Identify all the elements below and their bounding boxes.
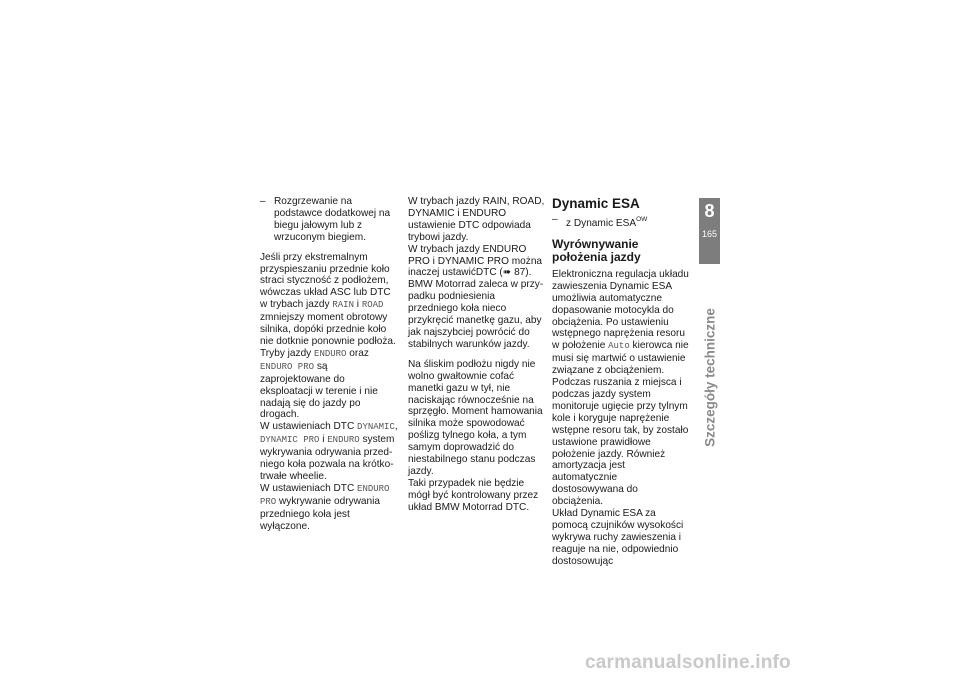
bullet-dash: –	[260, 196, 266, 207]
mode-label: ENDURO	[327, 435, 360, 446]
text-run: zmniejszy moment obrotowy silnika, dopóki przednie koło nie dotknie ponownie podłoża.	[260, 312, 396, 347]
paragraph	[260, 252, 400, 348]
mode-label: RAIN	[332, 300, 354, 311]
paragraph	[260, 348, 400, 421]
text-run: W ustawieniach DTC	[260, 421, 358, 433]
mode-label: Auto	[608, 341, 630, 352]
mode-label: ENDURO	[314, 348, 347, 359]
watermark: carmanualsonline.info	[585, 652, 791, 673]
paragraph: W trybach jazdy RAIN, ROAD, DYNAMIC i ENDURO ustawienie DTC odpowiada trybowi jazdy.	[408, 196, 545, 243]
chapter-number: 8	[704, 201, 715, 221]
option-code: OW	[636, 216, 648, 223]
column-3	[552, 196, 690, 568]
text-run: W ustawieniach DTC	[260, 482, 358, 494]
paragraph: BMW Motorrad zaleca w przypadku podniesienia przedniego koła nieco przykręcić manetkę gazu, aby jak najszybciej powrócić do stabilnych warunków jazdy.	[408, 279, 544, 350]
page-reference-arrow-icon: ➠	[502, 267, 512, 279]
text-run: kierowca nie musi się martwić o ustawienie związane z obciążeniem.	[552, 340, 689, 377]
chapter-badge	[699, 198, 720, 264]
text-run: 87).	[511, 267, 532, 279]
text-run: Tryby jazdy	[260, 347, 315, 359]
mode-label: ROAD	[361, 300, 384, 311]
paragraph: Taki przypadek nie będzie mógł być kontrolowany przez układ BMW Motorrad DTC.	[408, 477, 539, 513]
column-2	[408, 196, 546, 514]
mode-label: DYNAMIC	[357, 422, 395, 433]
text-run: Elektroniczna regulacja układu zawieszenia Dynamic ESA umożliwia automatyczne dopasowanie motocykla do obciążenia. Po ustawieniu wstępnego naprężenia resoru w położenie	[552, 268, 689, 352]
text-run: oraz	[346, 347, 369, 359]
column-1	[260, 196, 400, 532]
paragraph: Na śliskim podłożu nigdy nie wolno gwałtownie cofać manetki gazu w tył, nie naciskając równocześnie na sprzęgło. Moment hamowania silnika może spowodować poślizg tylnego koła, a tym samym doprowadzić do niestabilnego stanu podczas jazdy.	[408, 358, 543, 477]
side-label-text: Szczegóły techniczne	[702, 308, 718, 447]
text-run: W trybach jazdy ENDURO PRO i DYNAMIC PRO można inaczej ustawićDTC (	[408, 243, 543, 279]
mode-label: ENDURO PRO	[260, 483, 390, 507]
bullet-item	[552, 214, 690, 230]
paragraph: Układ Dynamic ESA za pomocą czujników wysokości wykrywa ruchy zawieszenia i reaguje na nie, odpowiednio dostosowując	[552, 508, 684, 567]
mode-label: ENDURO PRO	[260, 361, 315, 372]
paragraph: Podczas ruszania z miejsca i podczas jazdy system monitoruje ugięcie przy tylnym kole i koryguje naprężenie wstępne resoru tak, by zostało ustawione prawidłowe położenie jazdy. Również amortyzacja jest automatycznie dostosowywana do obciążenia.	[552, 377, 689, 508]
paragraph	[260, 483, 400, 533]
subsection-heading: Wyrównywanie położenia jazdy	[552, 236, 641, 265]
section-heading: Dynamic ESA	[552, 196, 640, 211]
text-run: i	[353, 299, 362, 311]
paragraph	[260, 421, 400, 483]
paragraph	[408, 244, 546, 280]
paragraph	[552, 269, 690, 377]
section-side-label	[702, 308, 718, 447]
text-run: i	[319, 434, 328, 446]
mode-label: DYNAMIC PRO	[260, 435, 320, 446]
text-run: system wykrywania odrywania przedniego koła pozwala na krótkotrwałe wheelie.	[260, 434, 395, 482]
text-run: ,	[394, 421, 398, 433]
bullet-text: z Dynamic ESA	[566, 218, 637, 229]
page-number: 165	[701, 229, 718, 239]
text-run: wykrywanie odrywania przedniego koła jest wyłączone.	[260, 495, 380, 532]
text-run: są zaprojektowane do eksploatacji w terenie i nie nadają się do jazdy po drogach.	[260, 360, 378, 421]
bullet-dash: –	[552, 214, 558, 225]
bullet-text: Rozgrzewanie na podstawce dodatkowej na biegu jałowym lub z wrzuconym biegiem.	[274, 196, 391, 243]
bullet-item	[260, 196, 400, 244]
text-run: Jeśli przy ekstremalnym przyspieszaniu przednie koło straci styczność z podłożem, wówczas układ ASC lub DTC w trybach jazdy	[260, 251, 391, 311]
